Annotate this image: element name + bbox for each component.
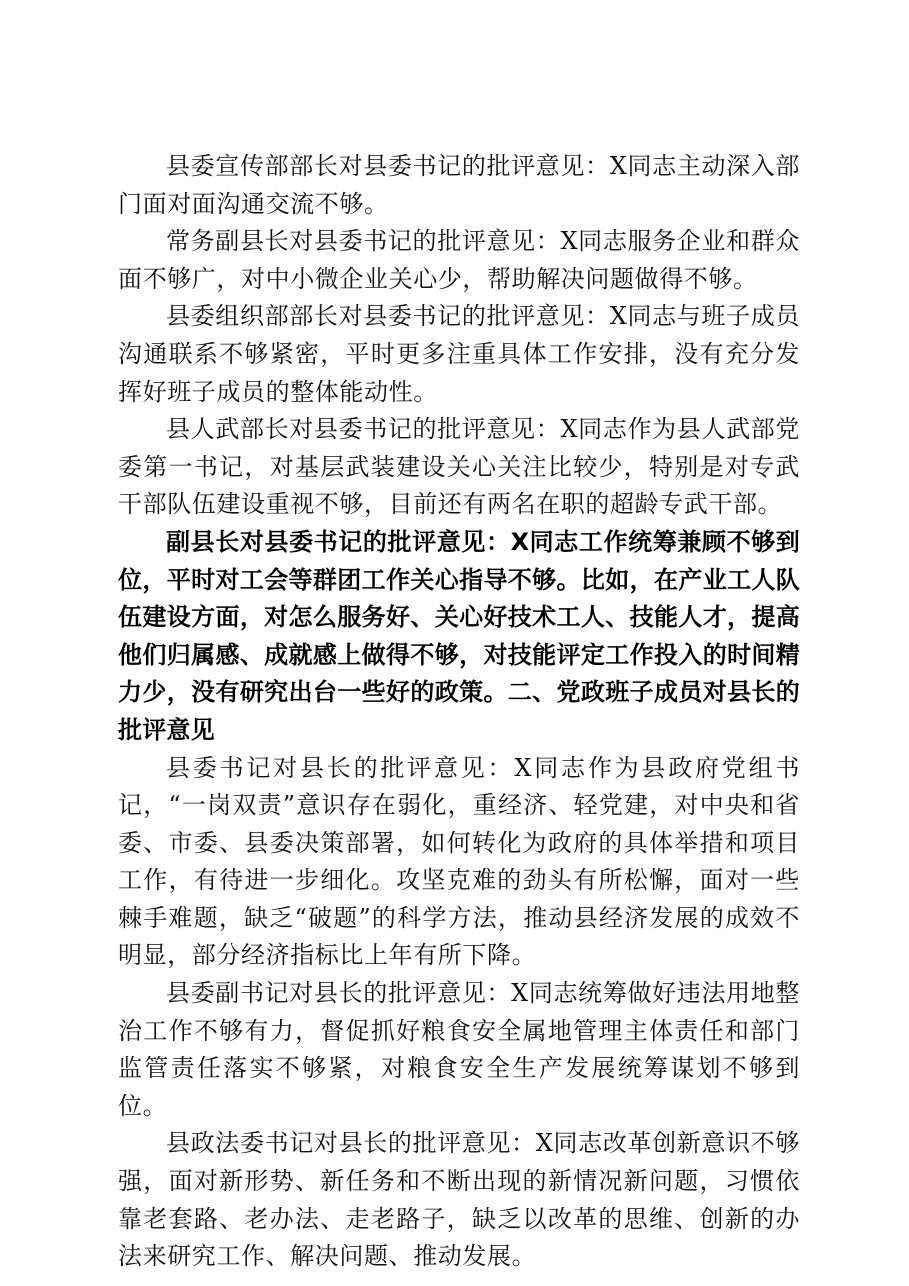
document-body xyxy=(118,148,800,1276)
paragraph-executive-deputy-county-head: 常务副县长对县委书记的批评意见：X同志服务企业和群众面不够广，对中小微企业关心少，帮助解决问题做得不够。 xyxy=(118,227,800,293)
paragraph-organization-minister: 县委组织部部长对县委书记的批评意见：X同志与班子成员沟通联系不够紧密，平时更多注重具体工作安排，没有充分发挥好班子成员的整体能动性。 xyxy=(118,302,800,406)
paragraph-party-secretary-to-county-head: 县委书记对县长的批评意见：X同志作为县政府党组书记，“一岗双责”意识存在弱化，重经济、轻党建，对中央和省委、市委、县委决策部署，如何转化为政府的具体举措和项目工作，有待进一步细化。攻坚克难的劲头有所松懈，面对一些棘手难题，缺乏“破题”的科学方法，推动县经济发展的成效不明显，部分经济指标比上年有所下降。 xyxy=(118,753,800,970)
paragraph-deputy-secretary-to-county-head: 县委副书记对县长的批评意见：X同志统筹做好违法用地整治工作不够有力，督促抓好粮食安全属地管理主体责任和部门监管责任落实不够紧，对粮食安全生产发展统筹谋划不够到位。 xyxy=(118,979,800,1120)
paragraph-political-legal-secretary-to-county-head: 县政法委书记对县长的批评意见：X同志改革创新意识不够强，面对新形势、新任务和不断出现的新情况新问题，习惯依靠老套路、老办法、走老路子，缺乏以改革的思维、创新的办法来研究工作、解决问题、推动发展。 xyxy=(118,1129,800,1271)
paragraph-propaganda-minister: 县委宣传部部长对县委书记的批评意见：X同志主动深入部门面对面沟通交流不够。 xyxy=(118,152,800,218)
paragraph-deputy-county-head-and-section-heading: 副县长对县委书记的批评意见：X同志工作统筹兼顾不够到位，平时对工会等群团工作关心指导不够。比如，在产业工人队伍建设方面，对怎么服务好、关心好技术工人、技能人才，提高他们归属感、成就感上做得不够，对技能评定工作投入的时间精力少，没有研究出台一些好的政策。二、党政班子成员对县长的批评意见 xyxy=(118,527,800,744)
paragraph-armed-forces-minister: 县人武部长对县委书记的批评意见：X同志作为县人武部党委第一书记，对基层武装建设关心关注比较少，特别是对专武干部队伍建设重视不够，目前还有两名在职的超龄专武干部。 xyxy=(118,415,800,519)
